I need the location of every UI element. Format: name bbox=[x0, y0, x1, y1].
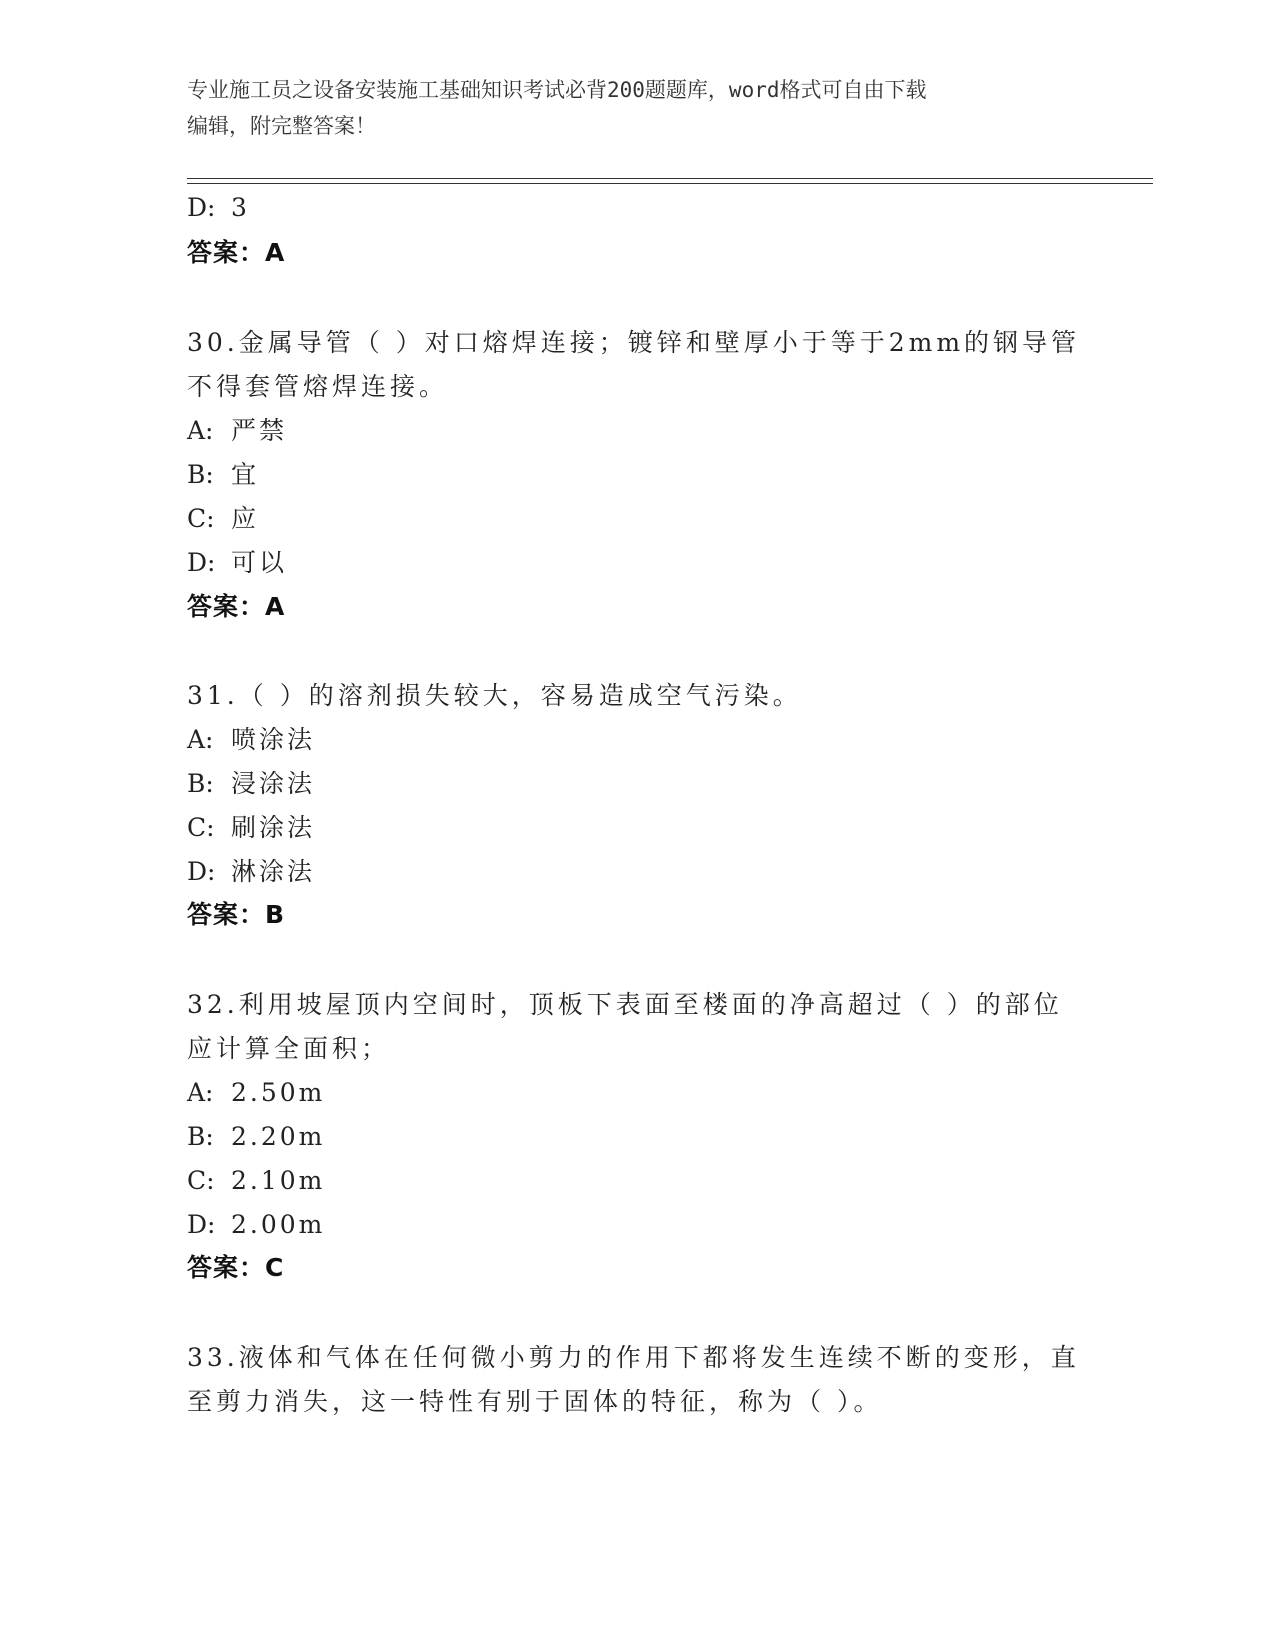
option-text: 3 bbox=[231, 193, 250, 222]
header-title-line-2: 编辑，附完整答案！ bbox=[187, 114, 376, 138]
option-a bbox=[187, 724, 315, 756]
answer: 答案：B bbox=[187, 900, 286, 929]
option-a bbox=[187, 415, 287, 447]
question-text-line: 31.（ ）的溶剂损失较大，容易造成空气污染。 bbox=[187, 681, 802, 710]
option-letter: B: bbox=[187, 460, 214, 489]
option-letter: A: bbox=[187, 416, 214, 445]
option-d bbox=[187, 547, 287, 579]
question-text-line: 30.金属导管（ ）对口熔焊连接；镀锌和壁厚小于等于2mm的钢导管 bbox=[187, 328, 1081, 357]
option-letter: D: bbox=[187, 1210, 216, 1239]
option-d bbox=[187, 856, 315, 888]
option-text: 刷涂法 bbox=[231, 813, 316, 842]
question-text-line: 33.液体和气体在任何微小剪力的作用下都将发生连续不断的变形，直 bbox=[187, 1343, 1080, 1372]
option-text: 可以 bbox=[231, 548, 288, 577]
question-text-line: 至剪力消失，这一特性有别于固体的特征，称为（ ）。 bbox=[187, 1387, 883, 1416]
answer: 答案：C bbox=[187, 1253, 285, 1282]
option-text: 宜 bbox=[231, 460, 260, 489]
option-text: 2.50m bbox=[231, 1078, 326, 1107]
question-text-line: 应计算全面积； bbox=[187, 1034, 391, 1063]
option-letter: B: bbox=[187, 769, 214, 798]
option-b bbox=[187, 768, 315, 800]
header-divider-top bbox=[187, 178, 1153, 179]
option-d bbox=[187, 192, 250, 224]
header-title-line-1: 专业施工员之设备安装施工基础知识考试必背200题题库，word格式可自由下载 bbox=[187, 78, 927, 102]
option-a bbox=[187, 1077, 325, 1109]
option-d bbox=[187, 1209, 325, 1241]
option-text: 2.00m bbox=[231, 1210, 326, 1239]
option-letter: A: bbox=[187, 725, 214, 754]
option-text: 喷涂法 bbox=[231, 725, 316, 754]
option-text: 2.20m bbox=[231, 1122, 326, 1151]
option-letter: A: bbox=[187, 1078, 214, 1107]
option-letter: C: bbox=[187, 504, 215, 533]
option-letter: B: bbox=[187, 1122, 214, 1151]
option-c bbox=[187, 812, 315, 844]
option-letter: D: bbox=[187, 548, 216, 577]
option-b bbox=[187, 459, 259, 491]
option-letter: C: bbox=[187, 1166, 215, 1195]
question-text-line: 不得套管熔焊连接。 bbox=[187, 372, 449, 401]
header-divider-bottom bbox=[187, 183, 1153, 184]
option-text: 淋涂法 bbox=[231, 857, 316, 886]
option-text: 严禁 bbox=[231, 416, 288, 445]
option-c bbox=[187, 1165, 325, 1197]
question-text-line: 32.利用坡屋顶内空间时，顶板下表面至楼面的净高超过（ ）的部位 bbox=[187, 990, 1063, 1019]
option-letter: C: bbox=[187, 813, 215, 842]
option-letter: D: bbox=[187, 857, 216, 886]
answer: 答案：A bbox=[187, 592, 286, 621]
option-text: 应 bbox=[231, 504, 260, 533]
option-text: 浸涂法 bbox=[231, 769, 316, 798]
option-letter: D: bbox=[187, 193, 216, 222]
option-text: 2.10m bbox=[231, 1166, 326, 1195]
option-b bbox=[187, 1121, 325, 1153]
option-c bbox=[187, 503, 259, 535]
page-header bbox=[187, 72, 1067, 144]
answer: 答案：A bbox=[187, 238, 286, 267]
